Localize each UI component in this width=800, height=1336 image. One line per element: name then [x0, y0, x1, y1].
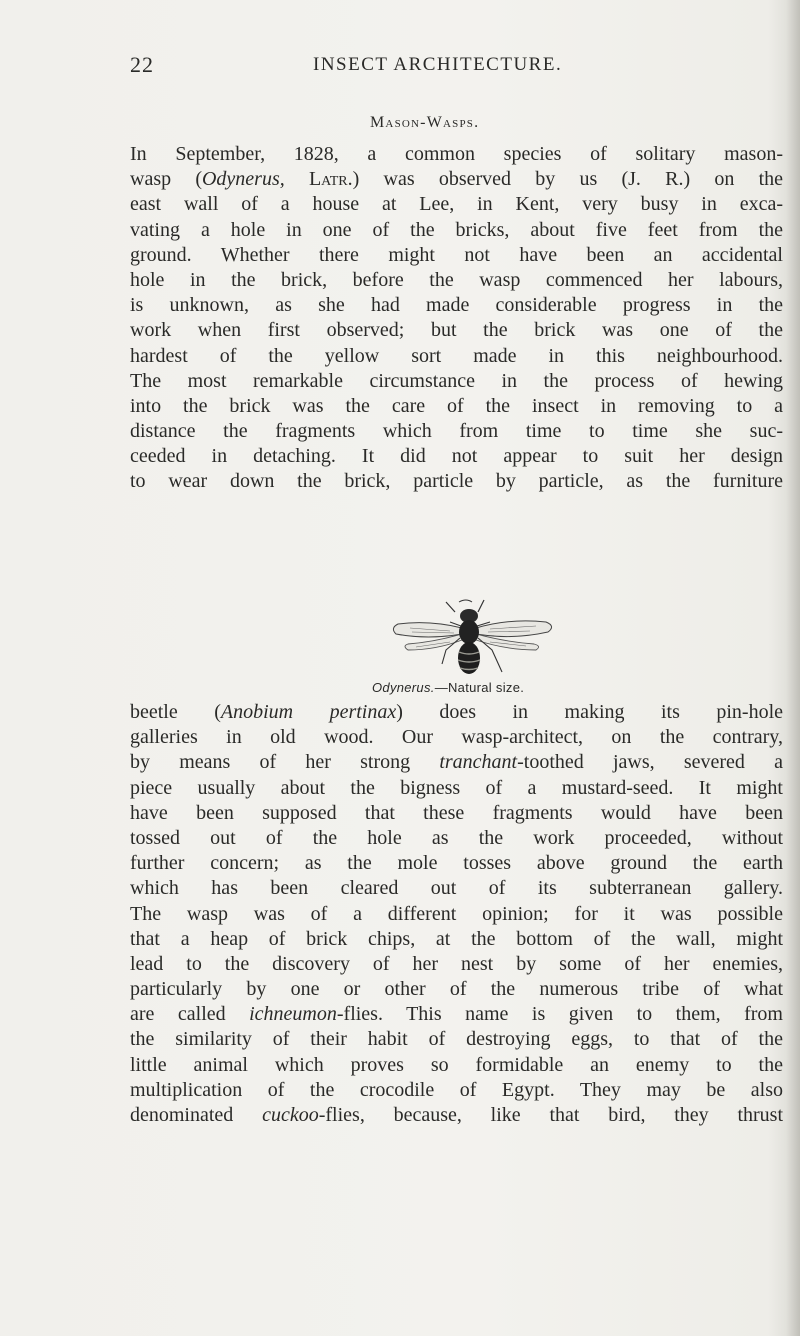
wasp-figure: [350, 598, 590, 678]
text-run: distance the fragments which from time to time she suc-: [130, 420, 783, 443]
text-line: [130, 700, 783, 725]
text-line: [130, 902, 783, 927]
text-run: hole in the brick, before the wasp commenced her labours,: [130, 268, 783, 291]
text-run: ceeded in detaching. It did not appear to suit her design: [130, 445, 783, 468]
text-run: is unknown, as she had made considerable progress in the: [130, 294, 783, 317]
text-line: [130, 268, 783, 293]
text-line: [130, 1103, 783, 1128]
page-header: [130, 52, 780, 82]
text-line: [130, 419, 783, 444]
text-run: which has been cleared out of its subterranean gallery.: [130, 877, 783, 900]
italic-term: Anobium pertinax: [220, 701, 397, 723]
text-line: [130, 318, 783, 343]
paragraph-1: [130, 142, 783, 495]
text-run: the similarity of their habit of destroying eggs, to that of the: [130, 1028, 783, 1051]
text-line: [130, 243, 783, 268]
text-line: [130, 344, 783, 369]
text-line: [130, 1078, 783, 1103]
text-line: [130, 927, 783, 952]
text-run: vating a hole in one of the bricks, about five feet from the: [130, 218, 783, 241]
text-run: are called: [130, 1003, 250, 1026]
text-run: -toothed jaws, severed a: [517, 751, 783, 774]
text-run: particularly by one or other of the numerous tribe of what: [130, 978, 783, 1001]
text-run: ground. Whether there might not have been an accidental: [130, 243, 783, 266]
text-run: work when first observed; but the brick was one of the: [130, 319, 783, 342]
figure-caption: [372, 680, 524, 695]
text-run: lead to the discovery of her nest by some of her enemies,: [130, 952, 783, 975]
text-run: ) was observed by us (J. R.) on the: [352, 168, 783, 191]
text-run: have been supposed that these fragments would have been: [130, 801, 783, 824]
text-run: further concern; as the mole tosses above ground the earth: [130, 852, 783, 875]
text-run: The wasp was of a different opinion; for it was possible: [130, 902, 783, 925]
text-run: denominated: [130, 1104, 263, 1126]
paragraph-2: [130, 700, 783, 1128]
text-run: -flies. This name is given to them, from: [336, 1003, 783, 1026]
text-line: [130, 142, 783, 167]
running-head: INSECT ARCHITECTURE.: [313, 54, 563, 75]
text-line: [130, 444, 783, 469]
text-run: little animal which proves so formidable an enemy to the: [130, 1053, 783, 1076]
text-run: tossed out of the hole as the work proceeded, without: [130, 826, 783, 849]
text-run: galleries in old wood. Our wasp-architect, on the contrary,: [130, 726, 783, 749]
text-line: [130, 952, 783, 977]
text-line: [130, 750, 783, 775]
text-line: [130, 1027, 783, 1052]
text-line: [130, 1002, 783, 1027]
caption-note: —Natural size.: [434, 680, 525, 695]
text-line: [130, 469, 783, 494]
text-line: [130, 826, 783, 851]
text-run: to wear down the brick, particle by particle, as the furniture: [130, 470, 783, 493]
text-line: [130, 293, 783, 318]
text-line: [130, 369, 783, 394]
text-run: The most remarkable circumstance in the process of hewing: [130, 369, 783, 392]
author-abbreviation: Latr.: [308, 168, 353, 191]
text-run: hardest of the yellow sort made in this neighbourhood.: [130, 344, 783, 367]
text-line: [130, 218, 783, 243]
text-line: [130, 977, 783, 1002]
page-number: 22: [130, 52, 154, 77]
text-run: piece usually about the bigness of a mustard-seed. It might: [130, 776, 783, 799]
text-line: [130, 776, 783, 801]
text-run: In September, 1828, a common species of solitary mason-: [130, 143, 783, 165]
text-run: east wall of a house at Lee, in Kent, very busy in exca-: [130, 193, 783, 216]
text-run: ) does in making its pin-hole: [396, 701, 784, 723]
text-run: that a heap of brick chips, at the bottom of the wall, might: [130, 927, 783, 950]
text-line: [130, 192, 783, 217]
text-line: [130, 394, 783, 419]
italic-term: ichneumon: [249, 1003, 337, 1026]
wasp-illustration-icon: [350, 598, 590, 678]
text-line: [130, 801, 783, 826]
page-edge-shadow: [786, 0, 800, 1336]
caption-genus: Odynerus.: [372, 680, 435, 695]
text-run: into the brick was the care of the insect in removing to a: [130, 394, 783, 417]
text-run: beetle (: [130, 701, 221, 723]
section-title: Mason-Wasps.: [370, 114, 480, 131]
text-line: [130, 1053, 783, 1078]
italic-term: tranchant: [439, 751, 518, 774]
text-line: [130, 167, 783, 192]
text-run: wasp (: [130, 168, 202, 191]
italic-term: cuckoo: [262, 1104, 319, 1126]
text-line: [130, 851, 783, 876]
text-line: [130, 876, 783, 901]
text-run: [285, 168, 309, 190]
italic-term: Odynerus,: [201, 168, 285, 191]
text-run: by means of her strong: [130, 751, 440, 774]
text-line: [130, 725, 783, 750]
text-run: multiplication of the crocodile of Egypt. They may be also: [130, 1078, 783, 1101]
text-run: -flies, because, like that bird, they thrust: [318, 1104, 783, 1126]
